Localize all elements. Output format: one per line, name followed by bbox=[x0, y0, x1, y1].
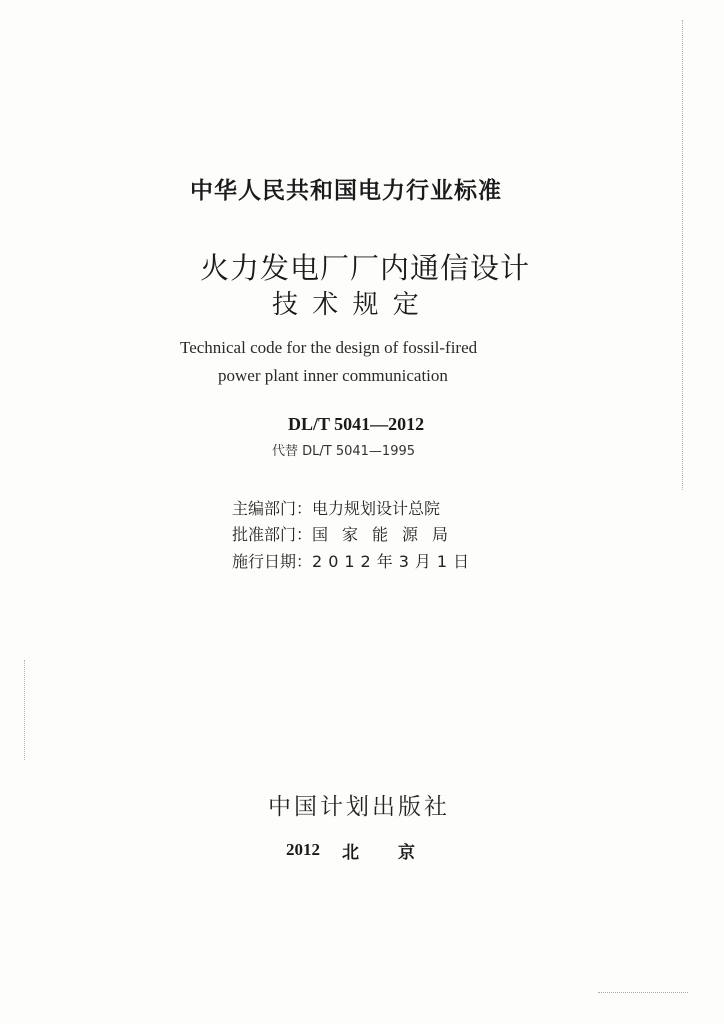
approver-row bbox=[232, 522, 462, 545]
publication-year: 2012 bbox=[286, 840, 320, 859]
approver-value: 国家能源局 bbox=[312, 525, 463, 544]
publisher-name: 中国计划出版社 bbox=[268, 794, 450, 820]
editor-label: 主编部门： bbox=[232, 499, 313, 518]
effective-date-label: 施行日期： bbox=[232, 552, 313, 571]
english-title-line2: power plant inner communication bbox=[218, 366, 448, 385]
standard-number: DL/T 5041—2012 bbox=[288, 414, 425, 434]
editor-row bbox=[232, 496, 440, 519]
publication-city-part2: 京 bbox=[398, 843, 415, 863]
document-title-line2: 技 术 规 定 bbox=[272, 290, 419, 320]
scan-edge-artifact bbox=[24, 660, 26, 760]
english-title-line1: Technical code for the design of fossil-fired bbox=[180, 338, 478, 357]
editor-value: 电力规划设计总院 bbox=[312, 499, 441, 518]
document-title-line1: 火力发电厂厂内通信设计 bbox=[200, 251, 531, 285]
approver-label: 批准部门： bbox=[232, 525, 313, 544]
effective-date-value: 2012年3月1日 bbox=[312, 552, 476, 571]
scan-edge-artifact bbox=[598, 992, 688, 994]
industry-standard-heading: 中华人民共和国电力行业标准 bbox=[190, 178, 502, 204]
effective-date-row bbox=[232, 549, 475, 572]
scan-edge-artifact bbox=[682, 20, 684, 490]
replaces-standard: 代替 DL/T 5041—1995 bbox=[272, 444, 416, 459]
publication-city-part1: 北 bbox=[342, 843, 359, 863]
